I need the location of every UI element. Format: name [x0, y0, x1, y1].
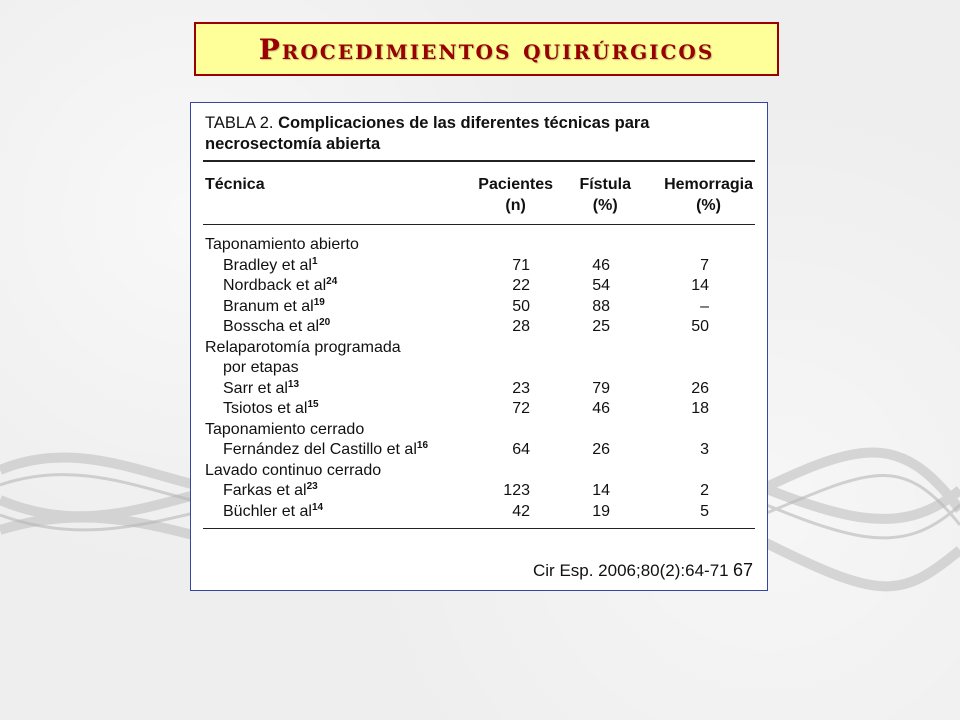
- table-row: [191, 480, 769, 501]
- cell-tecnica-name: Nordback et al: [223, 277, 327, 294]
- cell-tecnica: [223, 439, 428, 460]
- slide-title-box: [194, 22, 779, 76]
- cell-hemorragia: 3: [700, 441, 709, 458]
- table-row: [191, 501, 769, 522]
- header-pacientes-label: Pacientes: [478, 176, 553, 193]
- table-row: [191, 255, 769, 276]
- cell-pacientes: 22: [512, 277, 530, 294]
- cell-tecnica-name: Sarr et al: [223, 379, 288, 397]
- table-group-row: [191, 337, 769, 358]
- cell-tecnica: [223, 275, 337, 296]
- cell-tecnica-name: Büchler et al: [223, 502, 312, 520]
- cell-hemorragia: –: [700, 297, 709, 315]
- cell-tecnica: [223, 378, 299, 399]
- cell-hemorragia: 18: [691, 400, 709, 417]
- header-rule: [203, 224, 755, 225]
- cell-tecnica-name: Fernández del Castillo et al: [223, 441, 417, 458]
- cell-tecnica-name: Bradley et al: [223, 256, 312, 274]
- table-row: [191, 357, 769, 378]
- cell-fistula: 88: [592, 297, 610, 315]
- header-hemorragia: [664, 174, 753, 216]
- table-row: [191, 439, 769, 460]
- cell-fistula: 46: [592, 256, 610, 274]
- cell-fistula: 14: [592, 482, 610, 499]
- cell-tecnica-name: Bosscha et al: [223, 318, 320, 335]
- cell-pacientes: 23: [512, 379, 530, 397]
- header-pacientes-unit: (n): [505, 197, 526, 214]
- cell-pacientes: 28: [512, 318, 530, 335]
- reference-superscript: 13: [287, 378, 300, 390]
- bottom-rule: [203, 528, 755, 529]
- cell-tecnica: [205, 337, 401, 358]
- cell-hemorragia: 2: [700, 482, 709, 499]
- cell-pacientes: 72: [512, 400, 530, 417]
- table-group-row: [191, 460, 769, 481]
- header-fistula-label: Fístula: [579, 176, 631, 193]
- cell-tecnica: [223, 296, 325, 317]
- cell-fistula: 19: [592, 502, 610, 520]
- cell-tecnica: [205, 460, 381, 481]
- reference-superscript: 14: [311, 501, 324, 513]
- cell-tecnica: [205, 234, 359, 255]
- table-row: [191, 378, 769, 399]
- cell-tecnica-name: Tsiotos et al: [223, 400, 308, 417]
- header-tecnica: Técnica: [205, 176, 265, 193]
- table-row: [191, 275, 769, 296]
- cell-pacientes: 42: [512, 502, 530, 520]
- cell-tecnica-name: Lavado continuo cerrado: [205, 461, 382, 479]
- cell-pacientes: 71: [512, 256, 530, 274]
- table-caption: [205, 113, 745, 155]
- cell-tecnica: [223, 357, 299, 378]
- cell-fistula: 25: [592, 318, 610, 335]
- reference-superscript: 16: [416, 440, 429, 451]
- header-fistula: [579, 174, 631, 216]
- header-pacientes: [478, 174, 553, 216]
- table-row: [191, 316, 769, 337]
- cell-fistula: 46: [592, 400, 610, 417]
- citation: Cir Esp. 2006;80(2):64-71: [533, 561, 729, 580]
- cell-tecnica: [223, 398, 319, 419]
- page-number: 67: [732, 560, 753, 580]
- header-hemorragia-label: Hemorragia: [664, 176, 753, 193]
- cell-hemorragia: 50: [691, 318, 709, 335]
- top-rule: [203, 160, 755, 162]
- header-fistula-unit: (%): [592, 197, 618, 214]
- cell-tecnica-name: Relaparotomía programada: [205, 338, 401, 356]
- cell-pacientes: 123: [503, 482, 530, 499]
- reference-superscript: 24: [326, 276, 338, 287]
- cell-hemorragia: 14: [691, 277, 709, 294]
- slide-title: Procedimientos quirúrgicos: [258, 32, 715, 66]
- cell-fistula: 54: [592, 277, 610, 294]
- cell-tecnica-name: Taponamiento cerrado: [205, 420, 365, 438]
- reference-superscript: 23: [306, 481, 318, 492]
- table-row: [191, 398, 769, 419]
- cell-pacientes: 50: [512, 297, 530, 315]
- cell-tecnica-name: Farkas et al: [223, 482, 307, 499]
- cell-tecnica-name: por etapas: [223, 359, 299, 376]
- cell-hemorragia: 5: [700, 502, 709, 520]
- table-group-row: [191, 234, 769, 255]
- table-caption-text: Complicaciones de las diferentes técnicas para necrosectomía abierta: [205, 114, 650, 153]
- header-hemorragia-unit: (%): [696, 197, 721, 214]
- cell-fistula: 26: [592, 441, 610, 458]
- cell-tecnica: [223, 255, 318, 276]
- cell-hemorragia: 7: [700, 256, 709, 274]
- cell-tecnica-name: Taponamiento abierto: [205, 236, 359, 253]
- reference-superscript: 1: [311, 255, 318, 267]
- table-label: TABLA 2.: [205, 114, 274, 132]
- table-document: [190, 102, 768, 591]
- cell-tecnica: [223, 316, 330, 337]
- table-row: [191, 296, 769, 317]
- reference-superscript: 20: [319, 317, 331, 328]
- cell-tecnica: [205, 419, 364, 440]
- table-group-row: [191, 419, 769, 440]
- cell-hemorragia: 26: [691, 379, 709, 397]
- cell-fistula: 79: [592, 379, 610, 397]
- cell-tecnica-name: Branum et al: [223, 297, 314, 315]
- cell-tecnica: [223, 480, 318, 501]
- cell-pacientes: 64: [512, 441, 530, 458]
- reference-superscript: 15: [307, 399, 319, 410]
- reference-superscript: 19: [313, 296, 325, 308]
- cell-tecnica: [223, 501, 323, 522]
